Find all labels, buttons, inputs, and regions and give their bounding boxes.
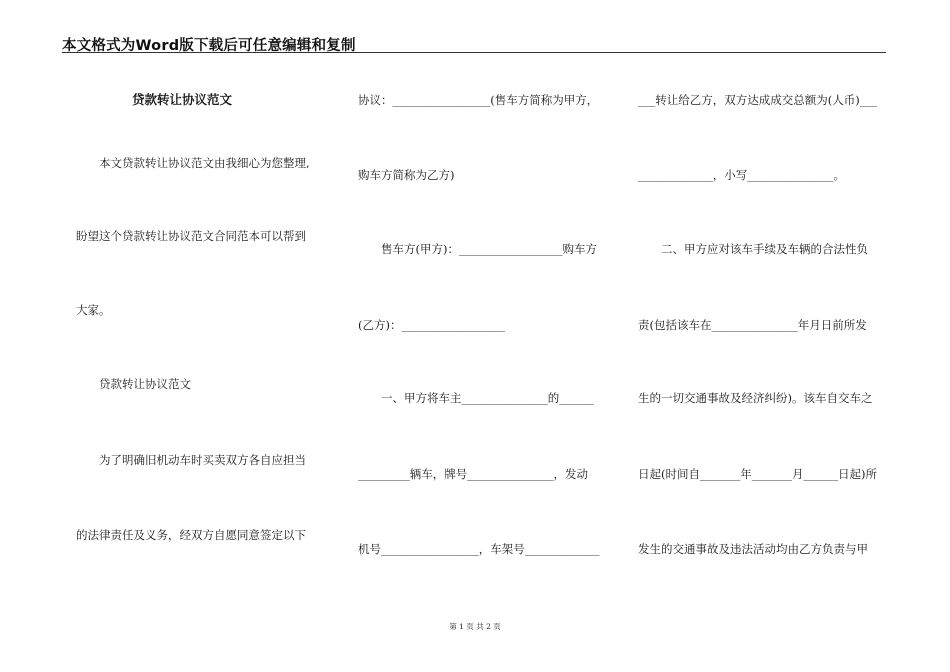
paragraph-line: ___转让给乙方，双方达成成交总额为(人币)___ (638, 93, 877, 107)
paragraph-line: 协议：_________________(售车方简称为甲方， (358, 93, 599, 107)
paragraph-line: _____________，小写_______________。 (638, 168, 845, 182)
paragraph-line: 责(包括该车在_______________年月日前所发 (638, 318, 867, 332)
document-title: 贷款转让协议范文 (132, 92, 233, 107)
paragraph-line: 售车方(甲方)：__________________购车方 (358, 242, 597, 256)
paragraph-line: 为了明确旧机动车时买卖双方各自应担当 (76, 453, 306, 467)
paragraph-line: _________辆车，牌号_______________，发动 (358, 467, 588, 481)
paragraph-line: 购车方简称为乙方) (358, 168, 455, 182)
document-header: 本文格式为Word版下载后可任意编辑和复制 (62, 38, 356, 54)
page-number-footer: 第 1 页 共 2 页 (449, 622, 501, 631)
paragraph-line: 二、甲方应对该车手续及车辆的合法性负 (638, 242, 868, 256)
paragraph-line: 一、甲方将车主_______________的______ (358, 391, 594, 405)
paragraph-line: 日起(时间自_______年_______月______日起)所 (638, 467, 877, 481)
section-heading: 贷款转让协议范文 (76, 377, 191, 391)
header-divider (62, 52, 886, 53)
paragraph-line: 大家。 (76, 303, 111, 317)
paragraph-line: 盼望这个贷款转让协议范文合同范本可以帮到 (76, 229, 306, 243)
paragraph-line: (乙方)：__________________ (358, 318, 505, 332)
paragraph-line: 生的一切交通事故及经济纠纷)。该车自交车之 (638, 391, 873, 405)
paragraph-line: 的法律责任及义务，经双方自愿同意签定以下 (76, 528, 306, 542)
paragraph-line: 本文贷款转让协议范文由我细心为您整理, (76, 156, 310, 170)
paragraph-line: 机号_________________，车架号_____________ (358, 542, 600, 556)
paragraph-line: 发生的交通事故及违法活动均由乙方负责与甲 (638, 542, 868, 556)
